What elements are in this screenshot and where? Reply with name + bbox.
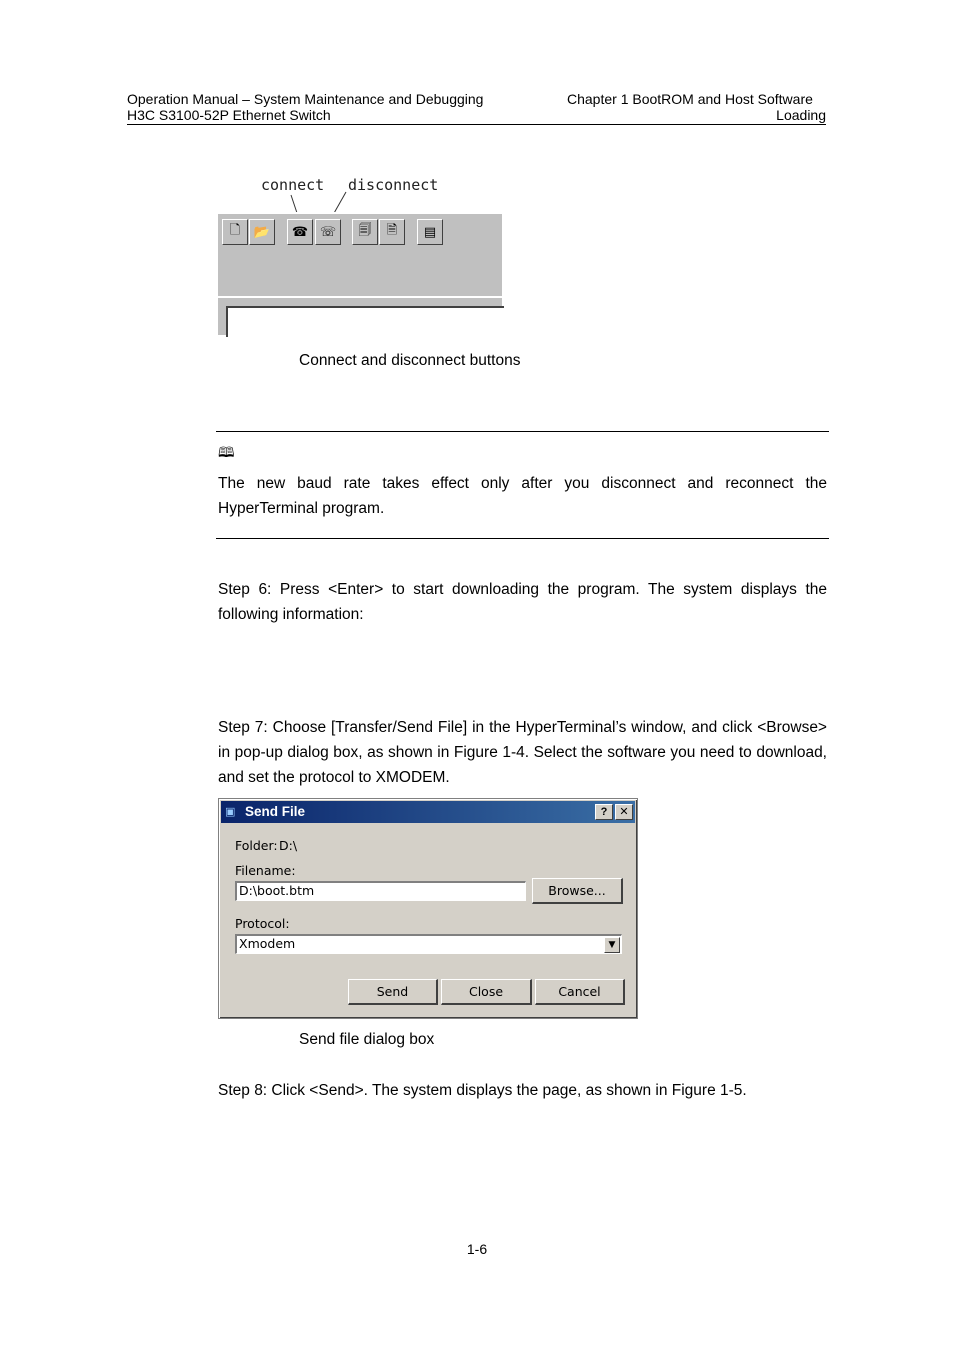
header-left-line2: H3C S3100-52P Ethernet Switch: [127, 107, 331, 123]
filename-label: Filename:: [235, 863, 296, 878]
toolbar-figure: [218, 170, 502, 335]
dialog-titlebar[interactable]: [221, 801, 635, 823]
note-bottom-rule: [216, 538, 829, 539]
note-text: The new baud rate takes effect only after you disconnect and reconnect the HyperTerminal program.: [218, 475, 827, 517]
header-right-line1: Chapter 1 BootROM and Host Software: [567, 91, 813, 107]
terminal-window[interactable]: [226, 306, 504, 337]
close-icon[interactable]: ✕: [615, 804, 633, 820]
disconnect-label: disconnect: [348, 176, 439, 194]
folder-label: Folder:: [235, 838, 278, 853]
new-icon[interactable]: 🗋: [222, 219, 248, 245]
figure2-caption: Send file dialog box: [299, 1031, 435, 1048]
step6-text: Step 6: Press <Enter> to start downloading the program. The system displays the following information:: [218, 581, 827, 623]
terminal-area: [218, 298, 502, 335]
properties-icon[interactable]: ▤: [417, 219, 443, 245]
cancel-button[interactable]: Cancel: [535, 979, 625, 1005]
note-top-rule: [216, 431, 829, 432]
chevron-down-icon[interactable]: ▼: [604, 937, 620, 953]
send-button[interactable]: Send: [348, 979, 438, 1005]
send-icon[interactable]: 🗐: [352, 219, 378, 245]
protocol-value: Xmodem: [239, 936, 296, 951]
receive-icon[interactable]: 🗎: [379, 219, 405, 245]
page-number: 1-6: [466, 1241, 488, 1257]
open-folder-icon[interactable]: 📂: [249, 219, 275, 245]
dialog-title: Send File: [245, 804, 306, 819]
hyperterminal-icon: ▣: [225, 806, 236, 818]
send-file-dialog: [218, 798, 638, 1019]
filename-input[interactable]: D:\boot.btm: [235, 881, 526, 901]
book-icon: 🕮: [218, 444, 235, 460]
help-button[interactable]: ?: [595, 804, 613, 820]
folder-value: D:\: [279, 838, 298, 853]
toolbar: [218, 212, 502, 255]
protocol-select[interactable]: [235, 934, 622, 954]
step8-text: Step 8: Click <Send>. The system displays the page, as shown in Figure 1-5.: [218, 1082, 747, 1099]
browse-button[interactable]: Browse...: [532, 878, 623, 904]
connect-icon[interactable]: ☎: [287, 219, 313, 245]
protocol-label: Protocol:: [235, 916, 290, 931]
toolbar-band: [218, 254, 502, 296]
header-rule: [127, 124, 826, 125]
disconnect-icon[interactable]: ☏: [315, 219, 341, 245]
connect-label: connect: [261, 176, 325, 194]
figure1-caption: Connect and disconnect buttons: [299, 352, 521, 369]
header-left-line1: Operation Manual – System Maintenance and Debugging: [127, 91, 484, 107]
close-button[interactable]: Close: [441, 979, 532, 1005]
step7-text: Step 7: Choose [Transfer/Send File] in the HyperTerminal’s window, and click <Browse> in pop-up dialog box, as shown in Figure 1-4. Select the software you need to download, and set the protocol to XMODEM.: [218, 719, 827, 786]
header-right-line2: Loading: [776, 107, 826, 123]
